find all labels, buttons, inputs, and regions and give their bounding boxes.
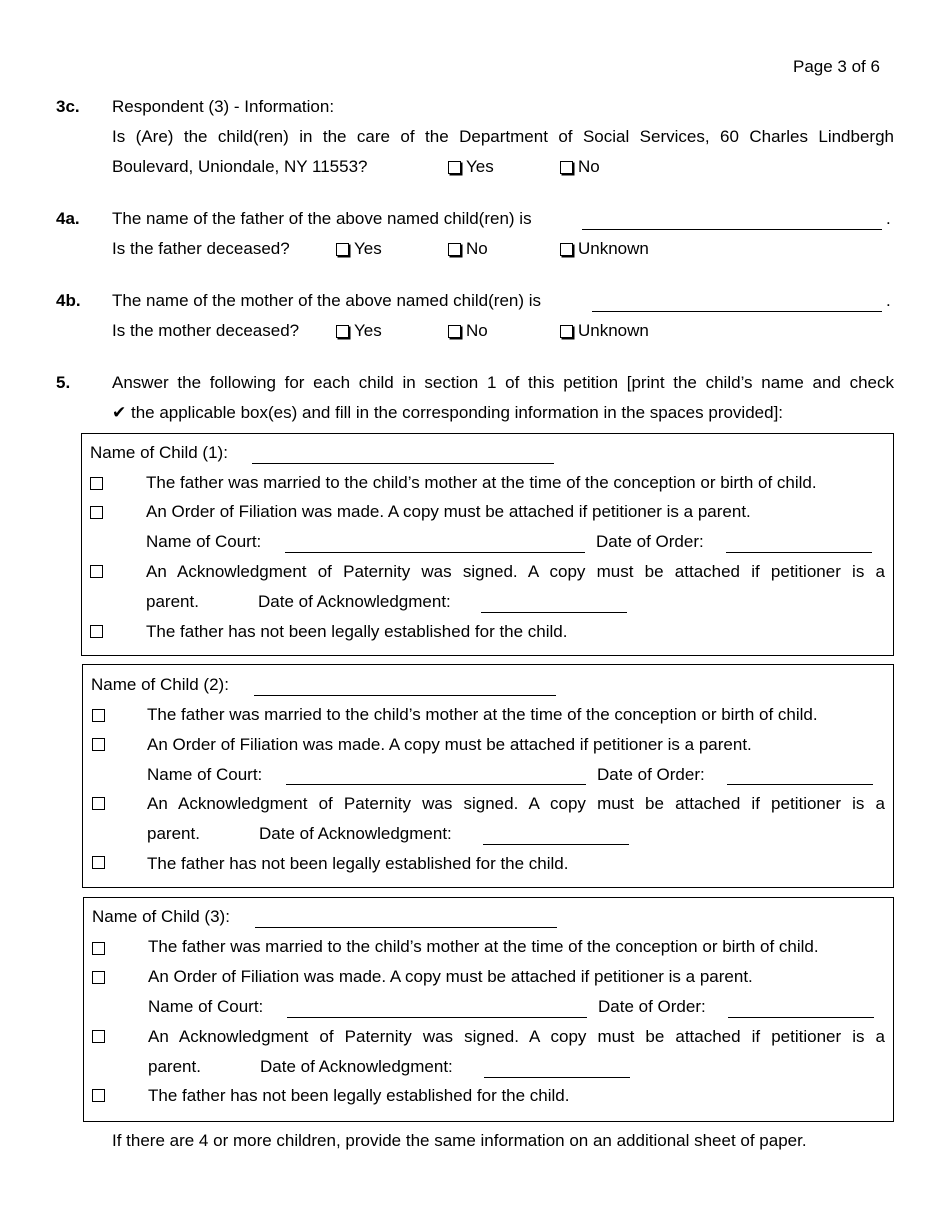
section-5-line2: ✔ the applicable box(es) and fill in the corresponding information in the spaces provided]:	[112, 403, 784, 422]
child-2-married-text: The father was married to the child’s mother at the time of the conception or birth of child.	[147, 705, 818, 724]
child-3-ack-checkbox[interactable]	[92, 1030, 105, 1043]
dss-yes-label: Yes	[466, 157, 494, 176]
mother-deceased-yes-checkbox[interactable]	[336, 325, 349, 338]
dss-yes-checkbox[interactable]	[448, 161, 461, 174]
child-3-ack-date-label: Date of Acknowledgment:	[260, 1057, 453, 1076]
dss-no-checkbox[interactable]	[560, 161, 573, 174]
section-3c-number: 3c.	[56, 97, 80, 116]
child-1-not-established-checkbox[interactable]	[90, 625, 103, 638]
child-1-ack-checkbox[interactable]	[90, 565, 103, 578]
child-1-date-order-label: Date of Order:	[596, 532, 704, 551]
mother-name-question: The name of the mother of the above named child(ren) is	[112, 291, 542, 310]
child-2-date-order-label: Date of Order:	[597, 765, 705, 784]
section-3c-line2: Boulevard, Uniondale, NY 11553?	[112, 157, 368, 176]
child-1-not-established-text: The father has not been legally established for the child.	[146, 622, 568, 641]
child-1-court-field[interactable]	[285, 552, 585, 553]
child-2-not-established-text: The father has not been legally established for the child.	[147, 854, 569, 873]
section-5-line1: Answer the following for each child in section 1 of this petition [print the child’s name and check	[112, 373, 894, 392]
child-3-ack-parent-text: parent.	[148, 1057, 201, 1076]
section-3c-heading: Respondent (3) - Information:	[112, 97, 335, 116]
father-deceased-unknown-checkbox[interactable]	[560, 243, 573, 256]
child-2-court-field[interactable]	[286, 784, 586, 785]
child-3-court-label: Name of Court:	[148, 997, 264, 1016]
child-2-ack-checkbox[interactable]	[92, 797, 105, 810]
child-2-court-label: Name of Court:	[147, 765, 263, 784]
child-2-ack-text: An Acknowledgment of Paternity was signed. A copy must be attached if petitioner is a	[147, 794, 885, 813]
child-3-name-label: Name of Child (3):	[92, 907, 230, 926]
child-3-married-checkbox[interactable]	[92, 942, 105, 955]
father-deceased-no-label: No	[466, 239, 488, 258]
child-3-filiation-checkbox[interactable]	[92, 971, 105, 984]
mother-deceased-question: Is the mother deceased?	[112, 321, 300, 340]
child-2-date-order-field[interactable]	[727, 784, 873, 785]
child-3-box	[83, 897, 894, 1122]
period: .	[886, 291, 891, 310]
child-1-married-checkbox[interactable]	[90, 477, 103, 490]
section-4a-number: 4a.	[56, 209, 80, 228]
child-1-name-label: Name of Child (1):	[90, 443, 228, 462]
mother-deceased-no-checkbox[interactable]	[448, 325, 461, 338]
child-3-not-established-checkbox[interactable]	[92, 1089, 105, 1102]
dss-no-label: No	[578, 157, 600, 176]
child-1-date-order-field[interactable]	[726, 552, 872, 553]
child-3-date-order-field[interactable]	[728, 1017, 874, 1018]
child-2-name-label: Name of Child (2):	[91, 675, 229, 694]
mother-deceased-yes-label: Yes	[354, 321, 382, 340]
additional-children-note: If there are 4 or more children, provide the same information on an additional sheet of paper.	[112, 1131, 807, 1150]
child-3-name-field[interactable]	[255, 927, 557, 928]
child-1-filiation-text: An Order of Filiation was made. A copy must be attached if petitioner is a parent.	[146, 502, 751, 521]
child-2-filiation-text: An Order of Filiation was made. A copy must be attached if petitioner is a parent.	[147, 735, 752, 754]
father-deceased-yes-checkbox[interactable]	[336, 243, 349, 256]
father-name-question: The name of the father of the above named child(ren) is	[112, 209, 532, 228]
mother-deceased-no-label: No	[466, 321, 488, 340]
child-3-ack-date-field[interactable]	[484, 1077, 630, 1078]
child-2-not-established-checkbox[interactable]	[92, 856, 105, 869]
mother-deceased-unknown-checkbox[interactable]	[560, 325, 573, 338]
mother-name-field[interactable]	[592, 311, 882, 312]
child-2-ack-parent-text: parent.	[147, 824, 200, 843]
father-name-field[interactable]	[582, 229, 882, 230]
child-1-ack-parent-text: parent.	[146, 592, 199, 611]
child-3-filiation-text: An Order of Filiation was made. A copy must be attached if petitioner is a parent.	[148, 967, 753, 986]
child-3-court-field[interactable]	[287, 1017, 587, 1018]
child-2-married-checkbox[interactable]	[92, 709, 105, 722]
period: .	[886, 209, 891, 228]
child-2-ack-date-field[interactable]	[483, 844, 629, 845]
father-deceased-question: Is the father deceased?	[112, 239, 290, 258]
page-number: Page 3 of 6	[793, 57, 880, 76]
child-3-married-text: The father was married to the child’s mother at the time of the conception or birth of child.	[148, 937, 819, 956]
mother-deceased-unknown-label: Unknown	[578, 321, 649, 340]
child-3-ack-text: An Acknowledgment of Paternity was signed. A copy must be attached if petitioner is a	[148, 1027, 885, 1046]
child-1-box	[81, 433, 894, 656]
father-deceased-unknown-label: Unknown	[578, 239, 649, 258]
child-1-ack-date-label: Date of Acknowledgment:	[258, 592, 451, 611]
child-2-box	[82, 664, 894, 888]
child-1-ack-date-field[interactable]	[481, 612, 627, 613]
child-1-filiation-checkbox[interactable]	[90, 506, 103, 519]
child-2-filiation-checkbox[interactable]	[92, 738, 105, 751]
child-3-date-order-label: Date of Order:	[598, 997, 706, 1016]
section-5-number: 5.	[56, 373, 71, 392]
child-2-name-field[interactable]	[254, 695, 556, 696]
section-3c-line1: Is (Are) the child(ren) in the care of the Department of Social Services, 60 Charles Lindbergh	[112, 127, 894, 146]
section-4b-number: 4b.	[56, 291, 81, 310]
child-1-married-text: The father was married to the child’s mother at the time of the conception or birth of child.	[146, 473, 817, 492]
child-1-name-field[interactable]	[252, 463, 554, 464]
father-deceased-yes-label: Yes	[354, 239, 382, 258]
father-deceased-no-checkbox[interactable]	[448, 243, 461, 256]
child-2-ack-date-label: Date of Acknowledgment:	[259, 824, 452, 843]
child-3-not-established-text: The father has not been legally established for the child.	[148, 1086, 570, 1105]
child-1-ack-text: An Acknowledgment of Paternity was signed. A copy must be attached if petitioner is a	[146, 562, 885, 581]
child-1-court-label: Name of Court:	[146, 532, 262, 551]
